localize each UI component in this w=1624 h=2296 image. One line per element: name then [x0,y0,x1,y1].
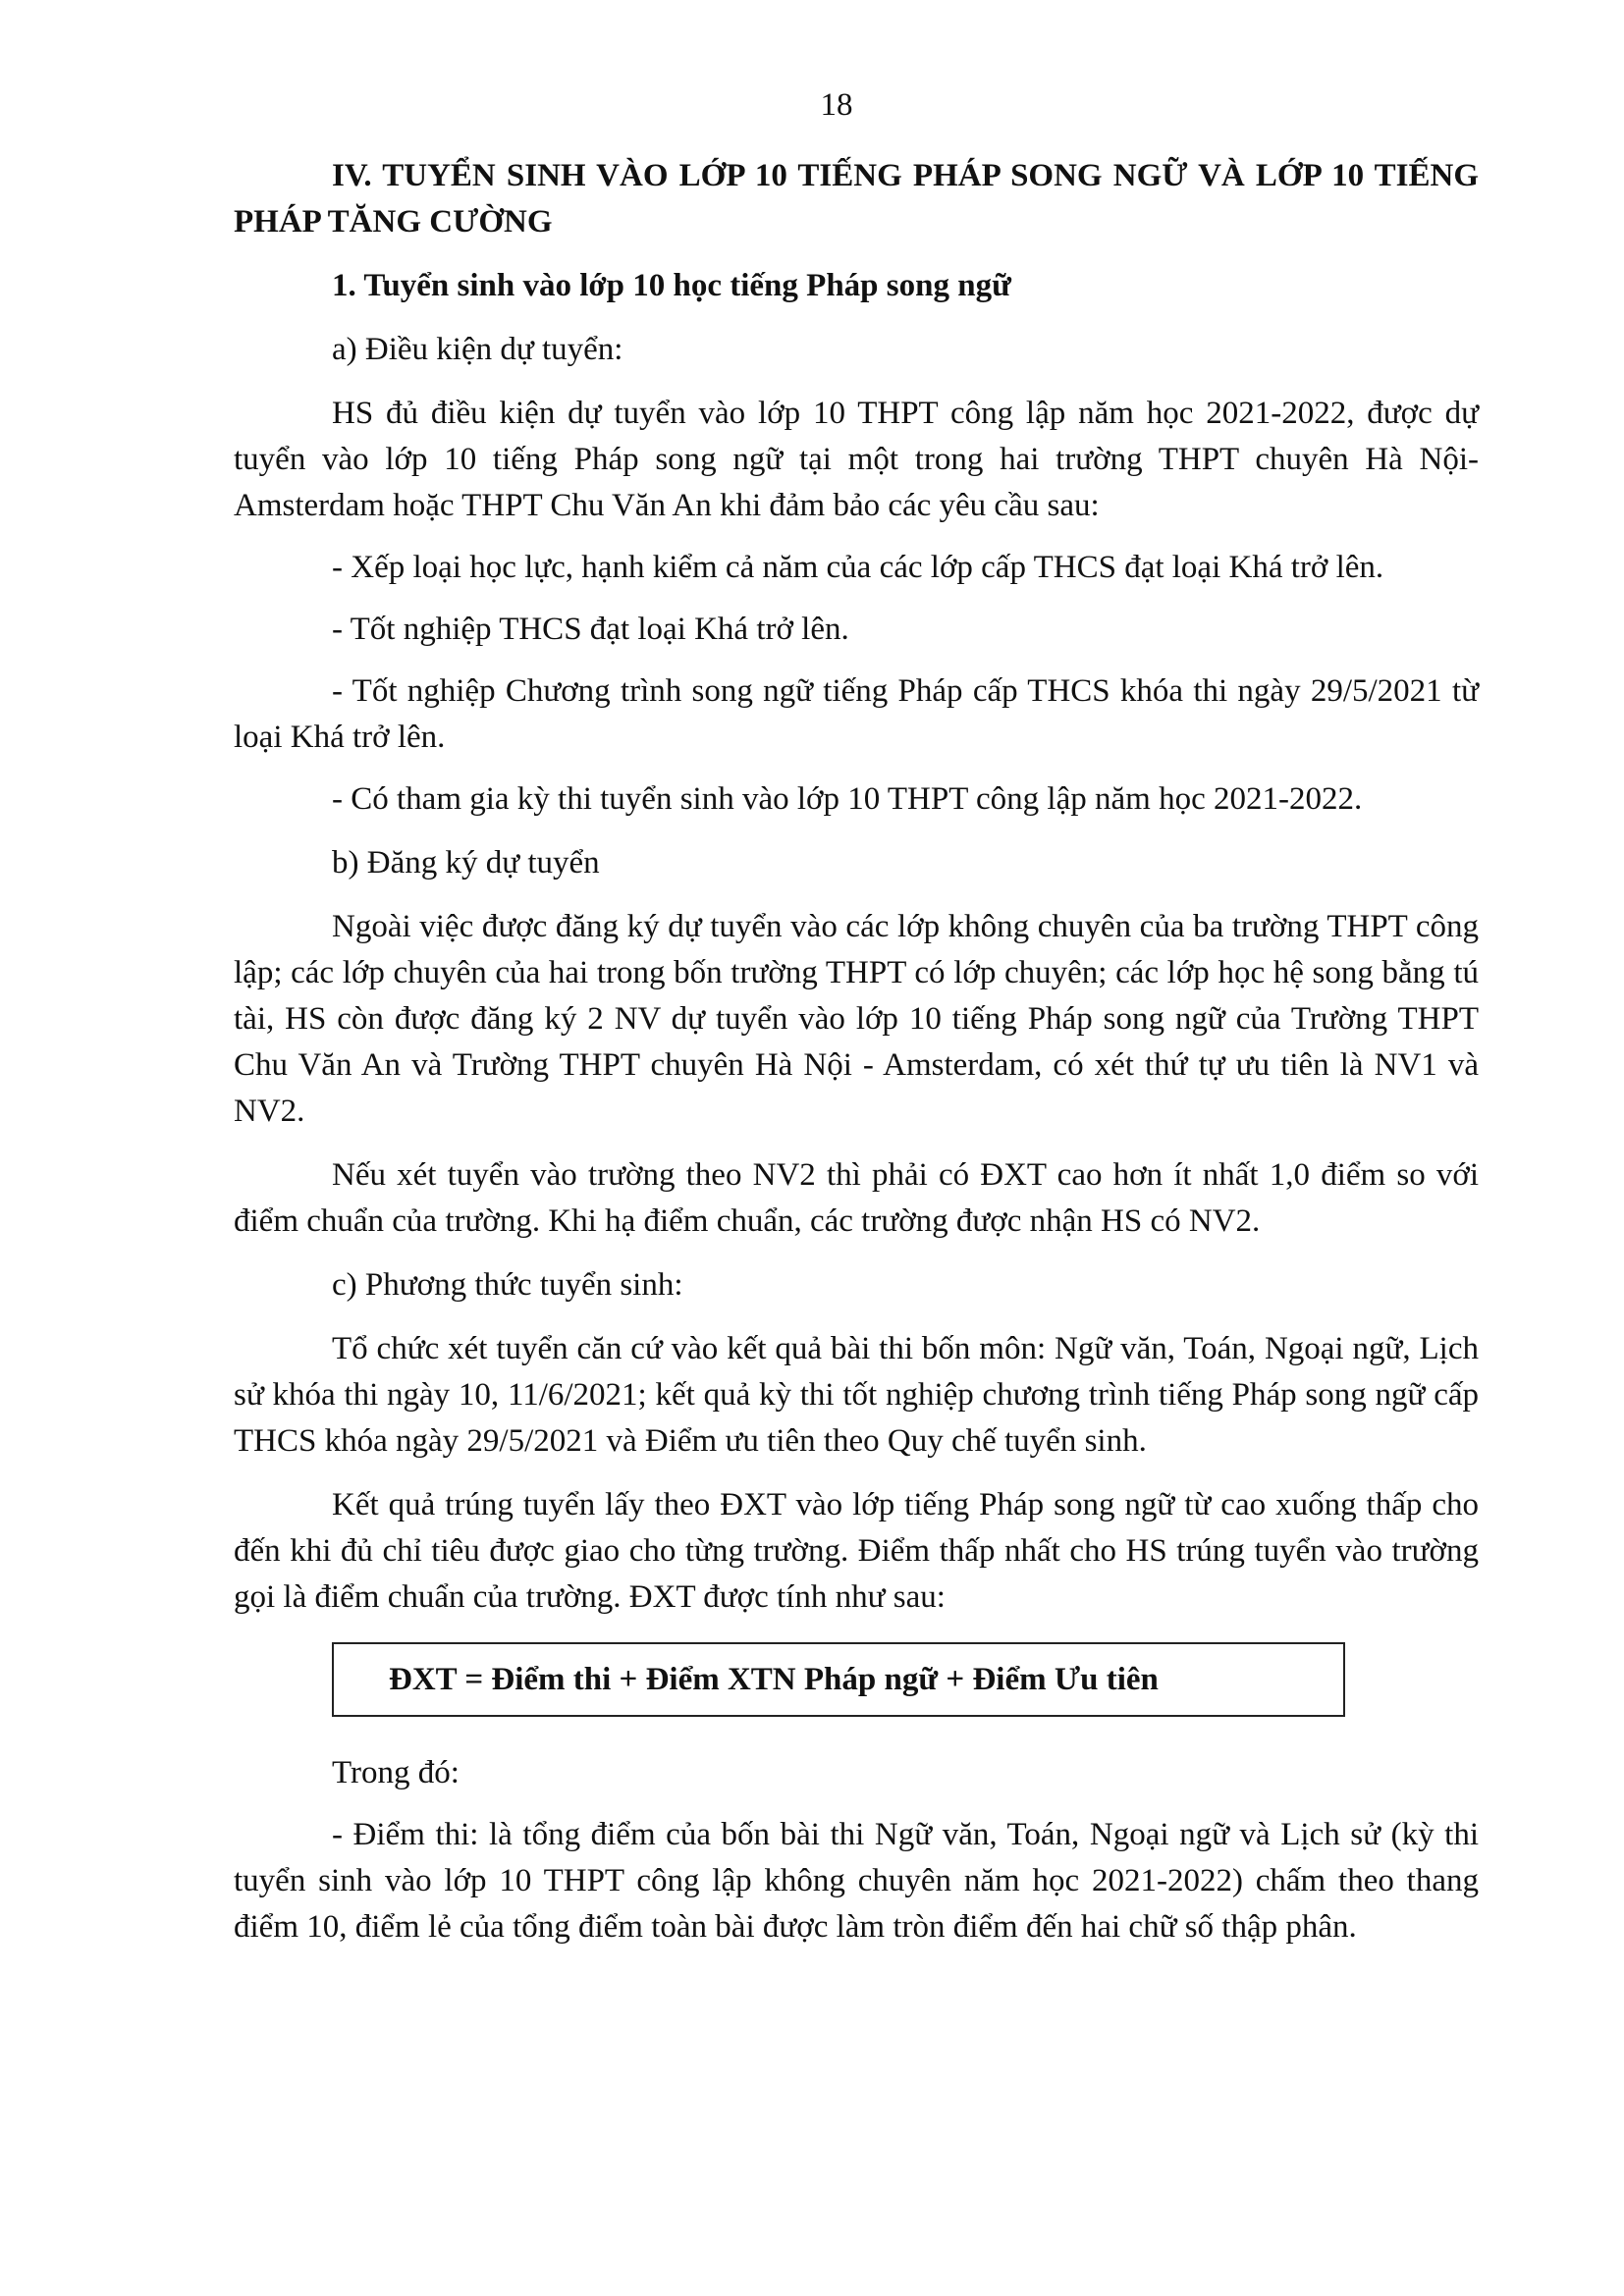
formula-box [332,1642,1345,1717]
requirement-item: - Tốt nghiệp THCS đạt loại Khá trở lên. [332,612,849,647]
where-item: - Điểm thi: là tổng điểm của bốn bài thi Ngữ văn, Toán, Ngoại ngữ và Lịch sử (kỳ thi tuyển sinh vào lớp 10 THPT công lập không chuyên năm học 2021-2022) chấm theo thang điểm 10, điểm lẻ của tổng điểm toàn bài được làm tròn điểm đến hai chữ số thập phân. [234,1817,1479,1945]
subsection-a-title: a) Điều kiện dự tuyển: [332,332,623,367]
formula-text: ĐXT = Điểm thi + Điểm XTN Pháp ngữ + Điểm Ưu tiên [389,1661,1159,1697]
section-heading: IV. TUYỂN SINH VÀO LỚP 10 TIẾNG PHÁP SONG NGỮ VÀ LỚP 10 TIẾNG PHÁP TĂNG CƯỜNG [234,158,1479,240]
page-number: 18 [820,87,853,123]
requirement-item: - Có tham gia kỳ thi tuyển sinh vào lớp 10 THPT công lập năm học 2021-2022. [332,781,1363,817]
where-title: Trong đó: [332,1755,460,1790]
document-page [234,82,1479,1950]
subsection-c-title: c) Phương thức tuyển sinh: [332,1267,683,1303]
subsection-a-paragraph: HS đủ điều kiện dự tuyển vào lớp 10 THPT công lập năm học 2021-2022, được dự tuyển vào lớp 10 tiếng Pháp song ngữ tại một trong hai trường THPT chuyên Hà Nội-Amsterdam hoặc THPT Chu Văn An khi đảm bảo các yêu cầu sau: [234,396,1479,523]
subsection-c-paragraph-2: Kết quả trúng tuyển lấy theo ĐXT vào lớp tiếng Pháp song ngữ từ cao xuống thấp cho đến khi đủ chỉ tiêu được giao cho từng trường. Điểm thấp nhất cho HS trúng tuyển vào trường gọi là điểm chuẩn của trường. ĐXT được tính như sau: [234,1487,1479,1615]
section1-title: 1. Tuyển sinh vào lớp 10 học tiếng Pháp song ngữ [332,268,1011,303]
requirement-item: - Tốt nghiệp Chương trình song ngữ tiếng Pháp cấp THCS khóa thi ngày 29/5/2021 từ loại Khá trở lên. [234,673,1479,755]
subsection-b-title: b) Đăng ký dự tuyển [332,845,600,881]
subsection-b-paragraph-1: Ngoài việc được đăng ký dự tuyển vào các lớp không chuyên của ba trường THPT công lập; các lớp chuyên của hai trong bốn trường THPT có lớp chuyên; các lớp học hệ song bằng tú tài, HS còn được đăng ký 2 NV dự tuyển vào lớp 10 tiếng Pháp song ngữ của Trường THPT Chu Văn An và Trường THPT chuyên Hà Nội - Amsterdam, có xét thứ tự ưu tiên là NV1 và NV2. [234,909,1479,1129]
subsection-b-paragraph-2: Nếu xét tuyển vào trường theo NV2 thì phải có ĐXT cao hơn ít nhất 1,0 điểm so với điểm chuẩn của trường. Khi hạ điểm chuẩn, các trường được nhận HS có NV2. [234,1157,1479,1239]
requirement-item: - Xếp loại học lực, hạnh kiểm cả năm của các lớp cấp THCS đạt loại Khá trở lên. [332,550,1384,585]
subsection-c-paragraph-1: Tổ chức xét tuyển căn cứ vào kết quả bài thi bốn môn: Ngữ văn, Toán, Ngoại ngữ, Lịch sử khóa thi ngày 10, 11/6/2021; kết quả kỳ thi tốt nghiệp chương trình tiếng Pháp song ngữ cấp THCS khóa ngày 29/5/2021 và Điểm ưu tiên theo Quy chế tuyển sinh. [234,1331,1479,1459]
